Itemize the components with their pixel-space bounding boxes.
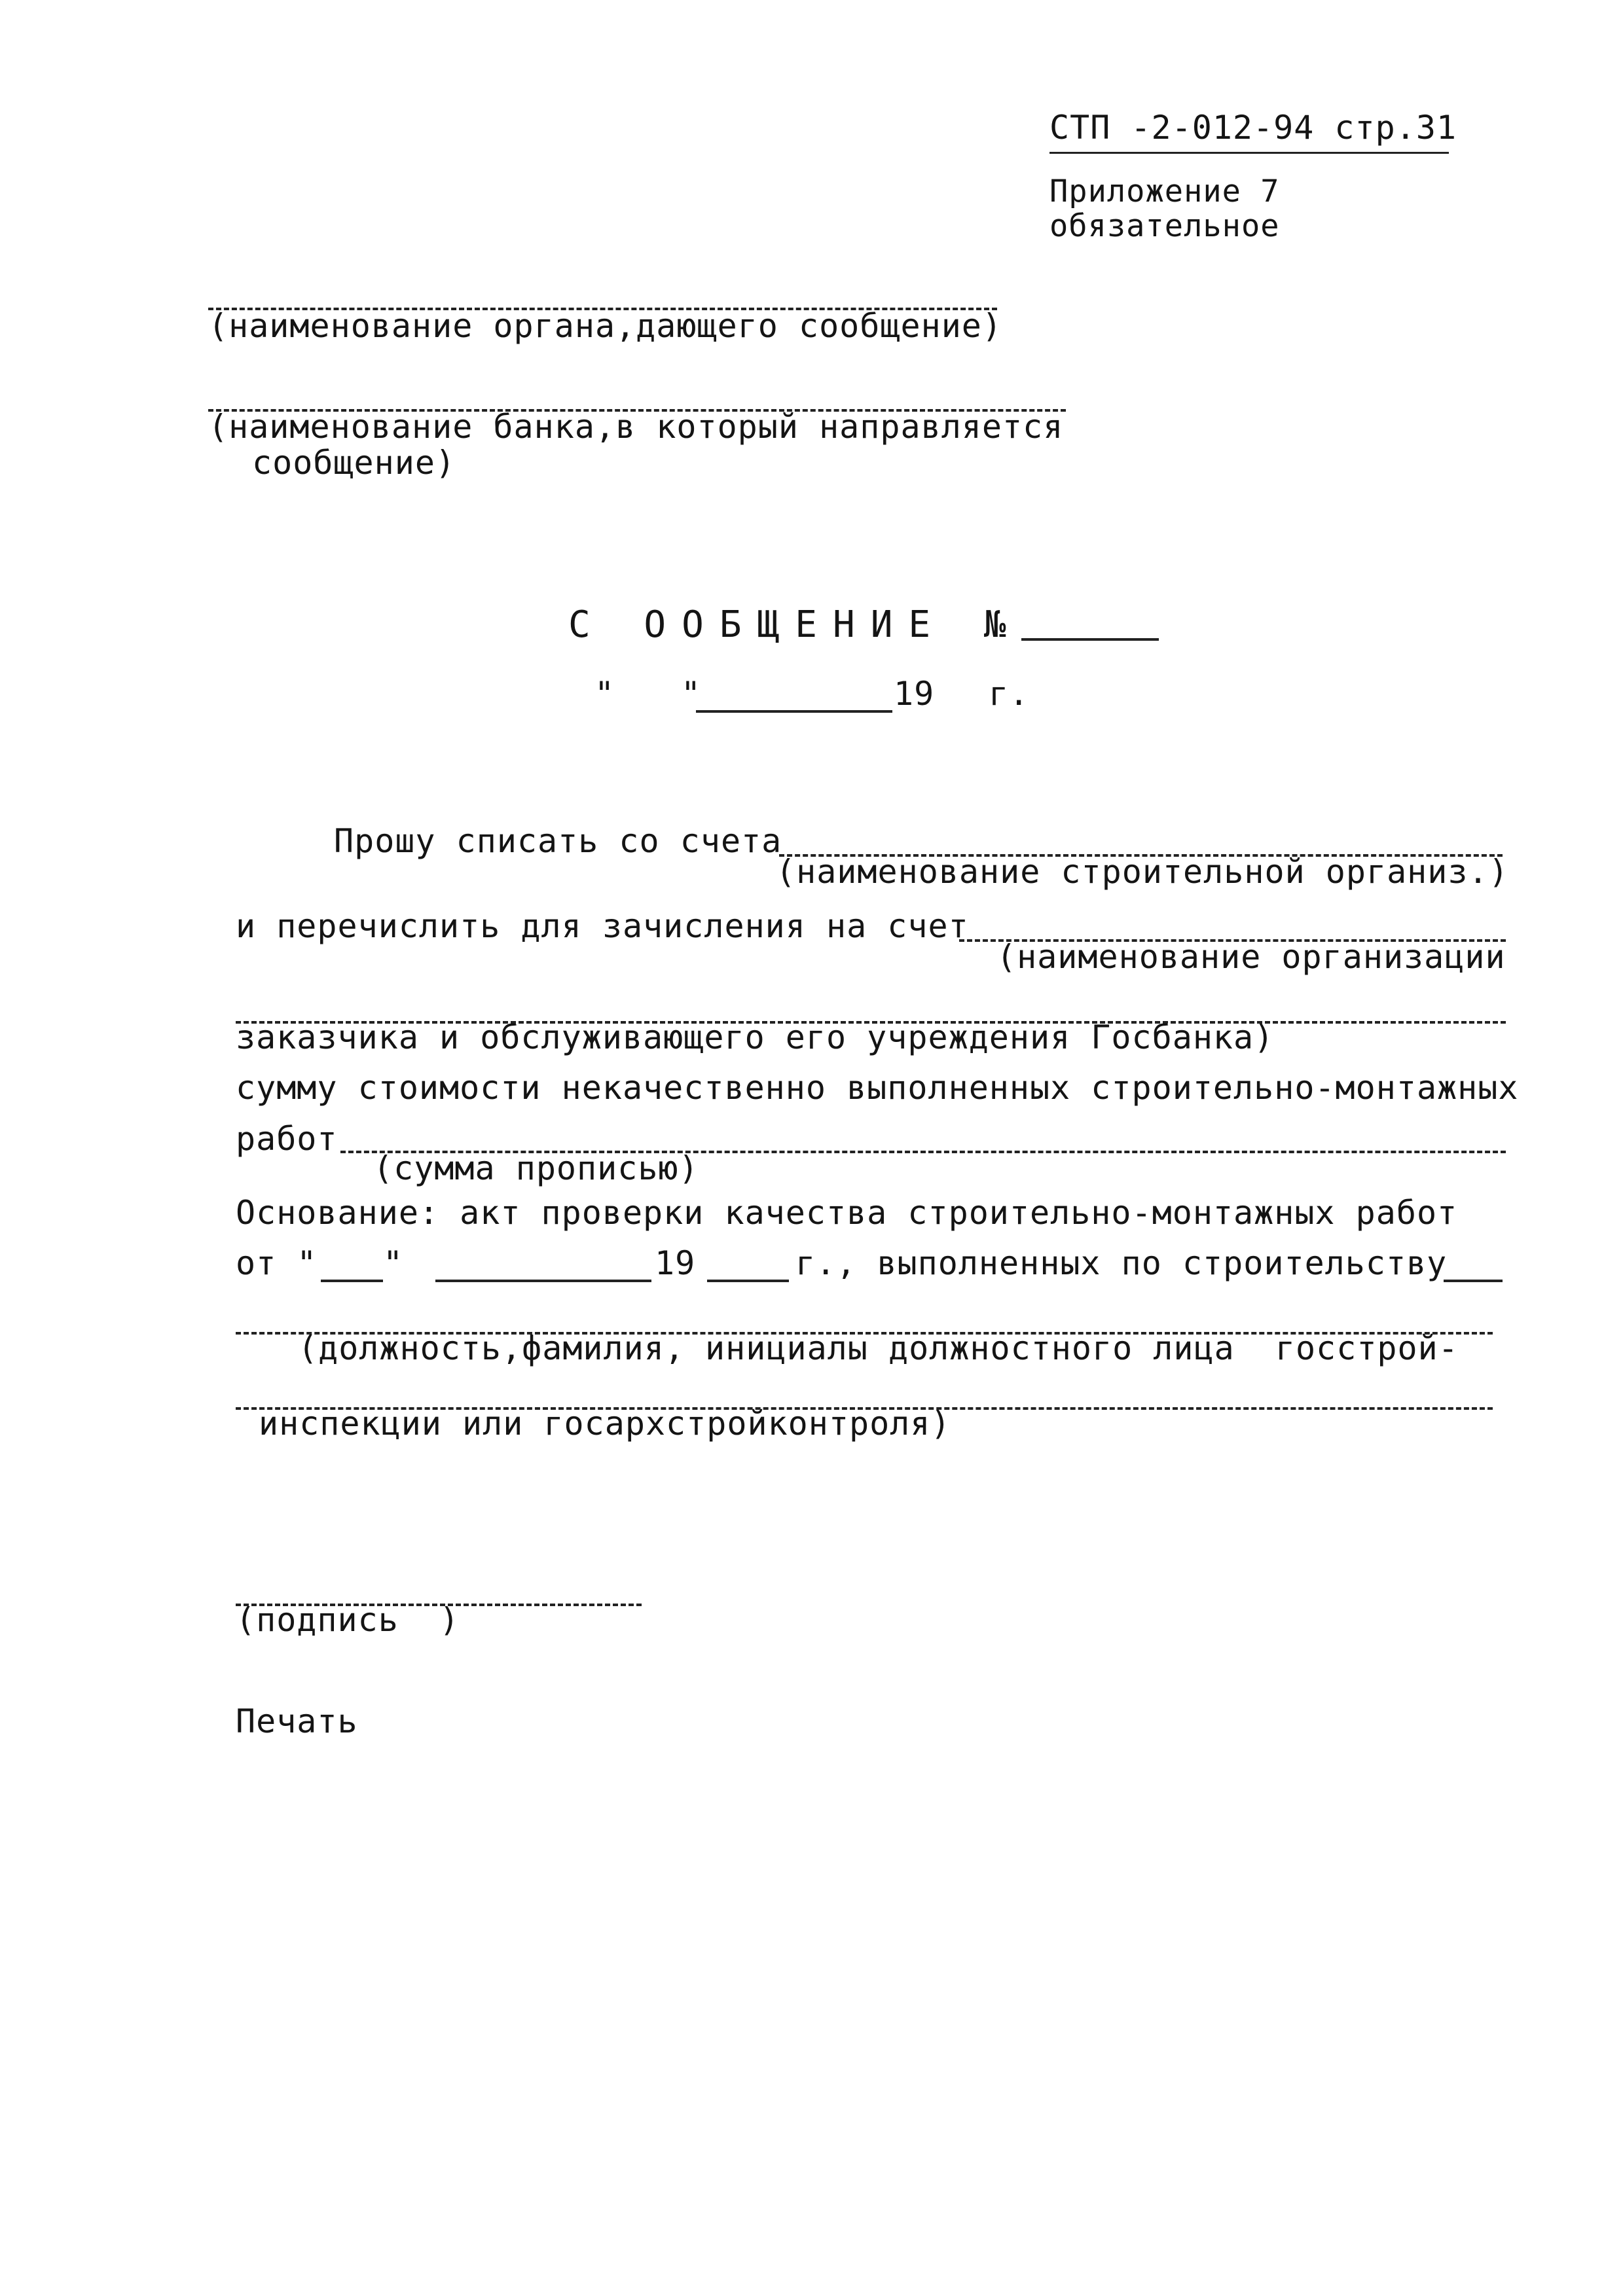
amount-hint: (сумма прописью)	[373, 1149, 699, 1187]
body-line-7-from: от "	[236, 1244, 318, 1282]
body-line-7-quote: "	[383, 1244, 404, 1282]
appendix-label: Приложение 7	[1049, 173, 1280, 209]
appendix-status: обязательное	[1049, 208, 1280, 244]
body-line-6: Основание: акт проверки качества строительно-монтажных работ	[236, 1194, 1458, 1232]
issuer-field-hint: (наименование органа,дающего сообщение)	[208, 307, 1002, 345]
signature-hint: (подпись )	[236, 1601, 460, 1639]
bank-field-hint-1: (наименование банка,в который направляется	[208, 408, 1064, 446]
body-line-7-year: 19	[655, 1244, 696, 1282]
stamp-label: Печать	[236, 1702, 358, 1740]
act-month-line	[435, 1280, 651, 1282]
body-line-4: сумму стоимости некачественно выполненных строительно-монтажных	[236, 1069, 1519, 1107]
inspection-hint: инспекции или госархстройконтроля)	[259, 1405, 951, 1443]
body-line-5: работ	[236, 1120, 338, 1158]
reference-underline	[1049, 152, 1449, 154]
act-year-line	[707, 1280, 789, 1282]
official-hint: (должность,фамилия, инициалы должностного лица госстрой-	[298, 1329, 1459, 1367]
date-month-line	[696, 710, 892, 713]
date-year-prefix: 19	[894, 675, 935, 713]
document-reference: СТП -2-012-94 стр.31	[1049, 109, 1457, 147]
debit-account-hint: (наименование строительной организ.)	[776, 853, 1509, 891]
act-day-line	[321, 1280, 383, 1282]
customer-hint: заказчика и обслуживающего его учреждения Госбанка)	[236, 1018, 1275, 1056]
bank-field-hint-2: сообщение)	[252, 444, 456, 482]
credit-account-hint: (наименование организации	[996, 938, 1506, 976]
date-year-suffix: г.	[989, 675, 1030, 713]
message-number-line	[1021, 638, 1159, 641]
date-quote-open: "	[594, 675, 615, 713]
body-line-2: и перечислить для зачисления на счет	[236, 907, 969, 945]
message-title: С ООБЩЕНИЕ №	[568, 603, 1022, 646]
date-quote-close: "	[681, 675, 702, 713]
body-line-1: Прошу списать со счета	[334, 822, 782, 860]
construction-object-line	[1444, 1280, 1503, 1282]
body-line-7-rest: г., выполненных по строительству	[795, 1244, 1448, 1282]
